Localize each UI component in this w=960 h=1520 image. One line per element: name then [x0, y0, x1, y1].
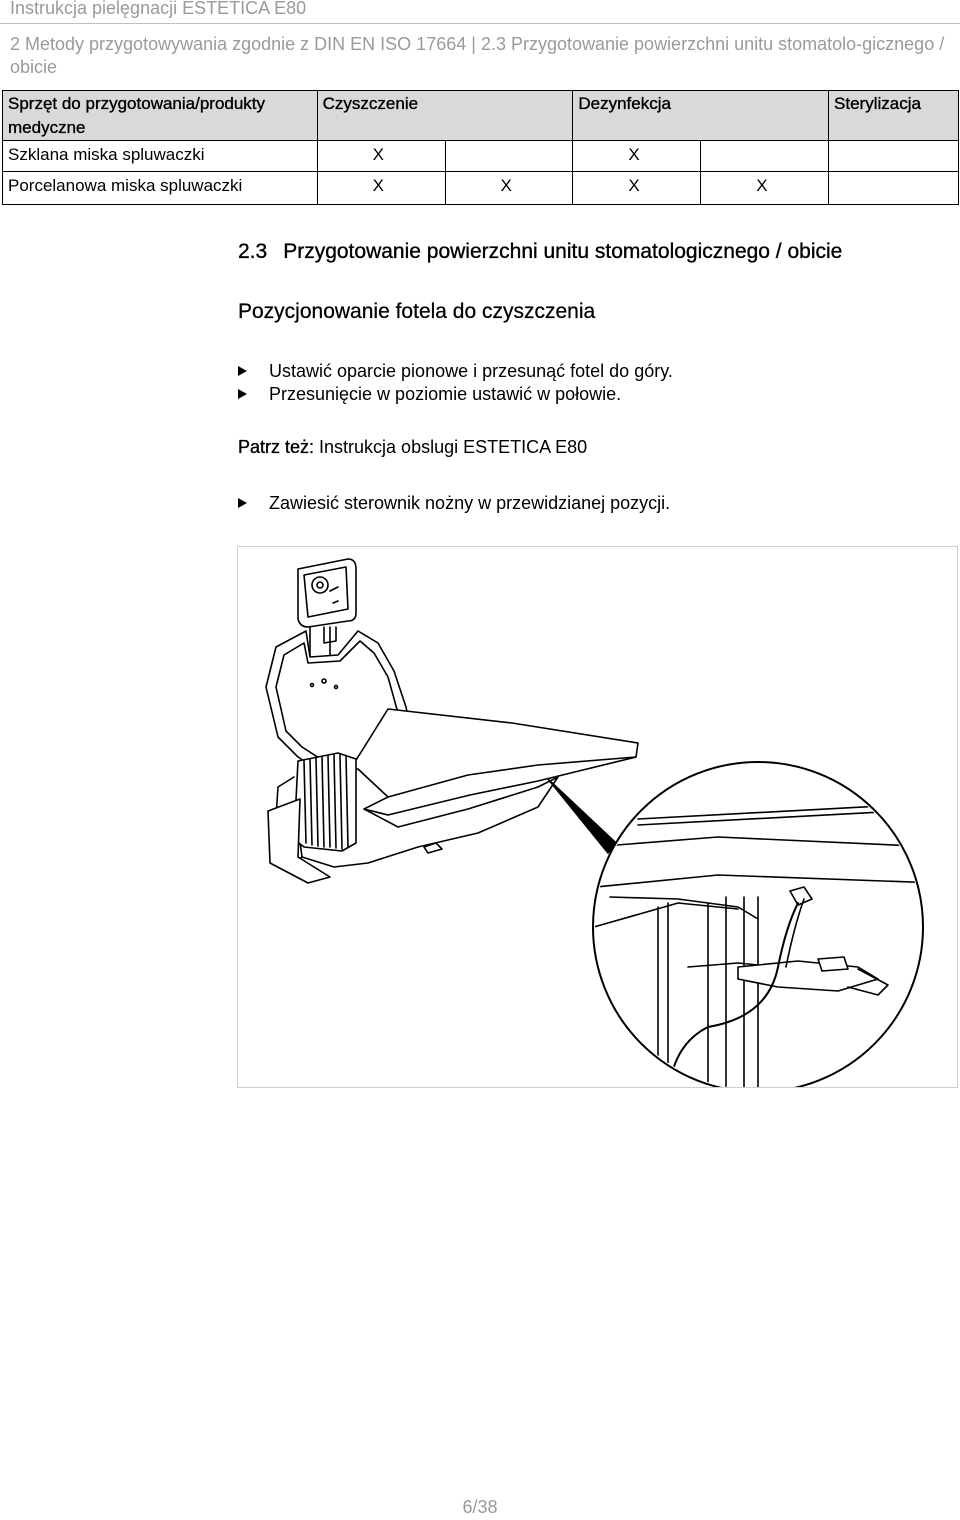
see-also — [238, 437, 587, 458]
breadcrumb-chapter: 2 Metody przygotowywania zgodnie z DIN EN ISO 17664 — [10, 34, 467, 54]
breadcrumb-separator: | — [471, 34, 476, 54]
page-number: 6/38 — [462, 1497, 498, 1517]
section-title: Przygotowanie powierzchni unitu stomatologicznego / obicie — [283, 240, 843, 263]
breadcrumb-section: 2.3 Przygotowanie powierzchni unitu stomatolo-gicznego / obicie — [10, 34, 945, 77]
table-header-cell: Sterylizacja — [829, 91, 959, 141]
bullet-arrow-icon — [238, 498, 247, 508]
list-item — [238, 384, 621, 405]
bullet-arrow-icon — [238, 366, 247, 376]
see-also-label: Patrz też: — [238, 437, 315, 457]
title-divider — [0, 23, 960, 24]
table-header-cell: Dezynfekcja — [573, 91, 829, 141]
see-also-reference: Instrukcja obslugi ESTETICA E80 — [314, 437, 588, 457]
table-cell: X — [573, 141, 701, 172]
step-text: Ustawić oparcie pionowe i przesunąć fotel do góry. — [269, 361, 673, 381]
step-text: Przesunięcie w poziomie ustawić w połowie. — [269, 384, 622, 404]
bullet-arrow-icon — [238, 389, 247, 399]
table-cell: X — [317, 172, 445, 205]
subheading: Pozycjonowanie fotela do czyszczenia — [238, 300, 596, 323]
table-header-cell: Sprzęt do przygotowania/produkty medyczne — [3, 91, 318, 141]
table-header-row — [3, 91, 959, 141]
figure-frame — [237, 546, 958, 1088]
breadcrumb — [10, 33, 950, 79]
table-cell: X — [701, 172, 829, 205]
list-item — [238, 493, 670, 514]
table-cell — [829, 141, 959, 172]
list-item — [238, 361, 673, 382]
table-cell: X — [317, 141, 445, 172]
table-cell: Porcelanowa miska spluwaczki — [3, 172, 318, 205]
table-cell — [829, 172, 959, 205]
dental-chair-illustration-icon — [238, 547, 957, 1087]
section-number: 2.3 — [238, 240, 268, 263]
table-cell — [445, 141, 573, 172]
table-cell: X — [445, 172, 573, 205]
table-cell: X — [573, 172, 701, 205]
section-heading — [238, 240, 842, 264]
table-cell — [701, 141, 829, 172]
table-header-cell: Czyszczenie — [317, 91, 573, 141]
processing-table — [2, 90, 959, 205]
step-text: Zawiesić sterownik nożny w przewidzianej pozycji. — [269, 493, 671, 513]
doc-title: Instrukcja pielęgnacji ESTETICA E80 — [10, 0, 307, 18]
table-row — [3, 141, 959, 172]
table-cell: Szklana miska spluwaczki — [3, 141, 318, 172]
table-row — [3, 172, 959, 205]
